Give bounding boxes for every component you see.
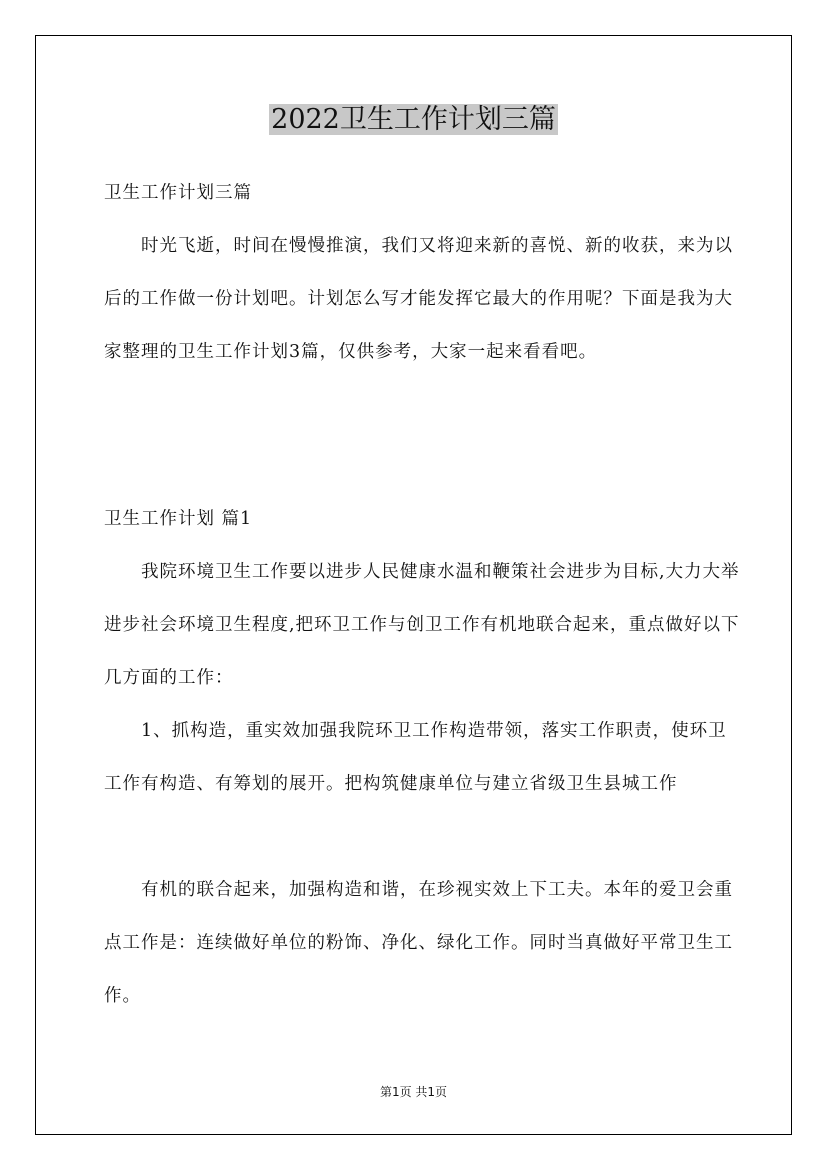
- section1-paragraph-1: 我院环境卫生工作要以进步人民健康水温和鞭策社会进步为目标,大力大举进步社会环境卫生程度,把环卫工作与创卫工作有机地联合起来，重点做好以下几方面的工作：: [104, 562, 740, 688]
- document-title: 2022卫生工作计划三篇: [271, 104, 556, 135]
- intro-paragraph: 时光飞逝，时间在慢慢推演，我们又将迎来新的喜悦、新的收获，来为以后的工作做一份计划吧。计划怎么写才能发挥它最大的作用呢？下面是我为大家整理的卫生工作计划3篇，仅供参考，大家一起来看看吧。: [104, 236, 733, 362]
- subtitle: 卫生工作计划三篇: [104, 183, 252, 203]
- page-footer: 第1页 共1页: [379, 1085, 448, 1099]
- document-title-wrap: [0, 100, 827, 140]
- section1-paragraph-3: 有机的联合起来，加强构造和谐，在珍视实效上下工夫。本年的爱卫会重点工作是：连续做好单位的粉饰、净化、绿化工作。同时当真做好平常卫生工作。: [104, 880, 733, 1006]
- section1-heading: 卫生工作计划 篇1: [104, 509, 253, 529]
- section1-paragraph-2: 1、抓构造，重实效加强我院环卫工作构造带领，落实工作职责，使环卫工作有构造、有筹划的展开。把构筑健康单位与建立省级卫生县城工作: [104, 721, 727, 794]
